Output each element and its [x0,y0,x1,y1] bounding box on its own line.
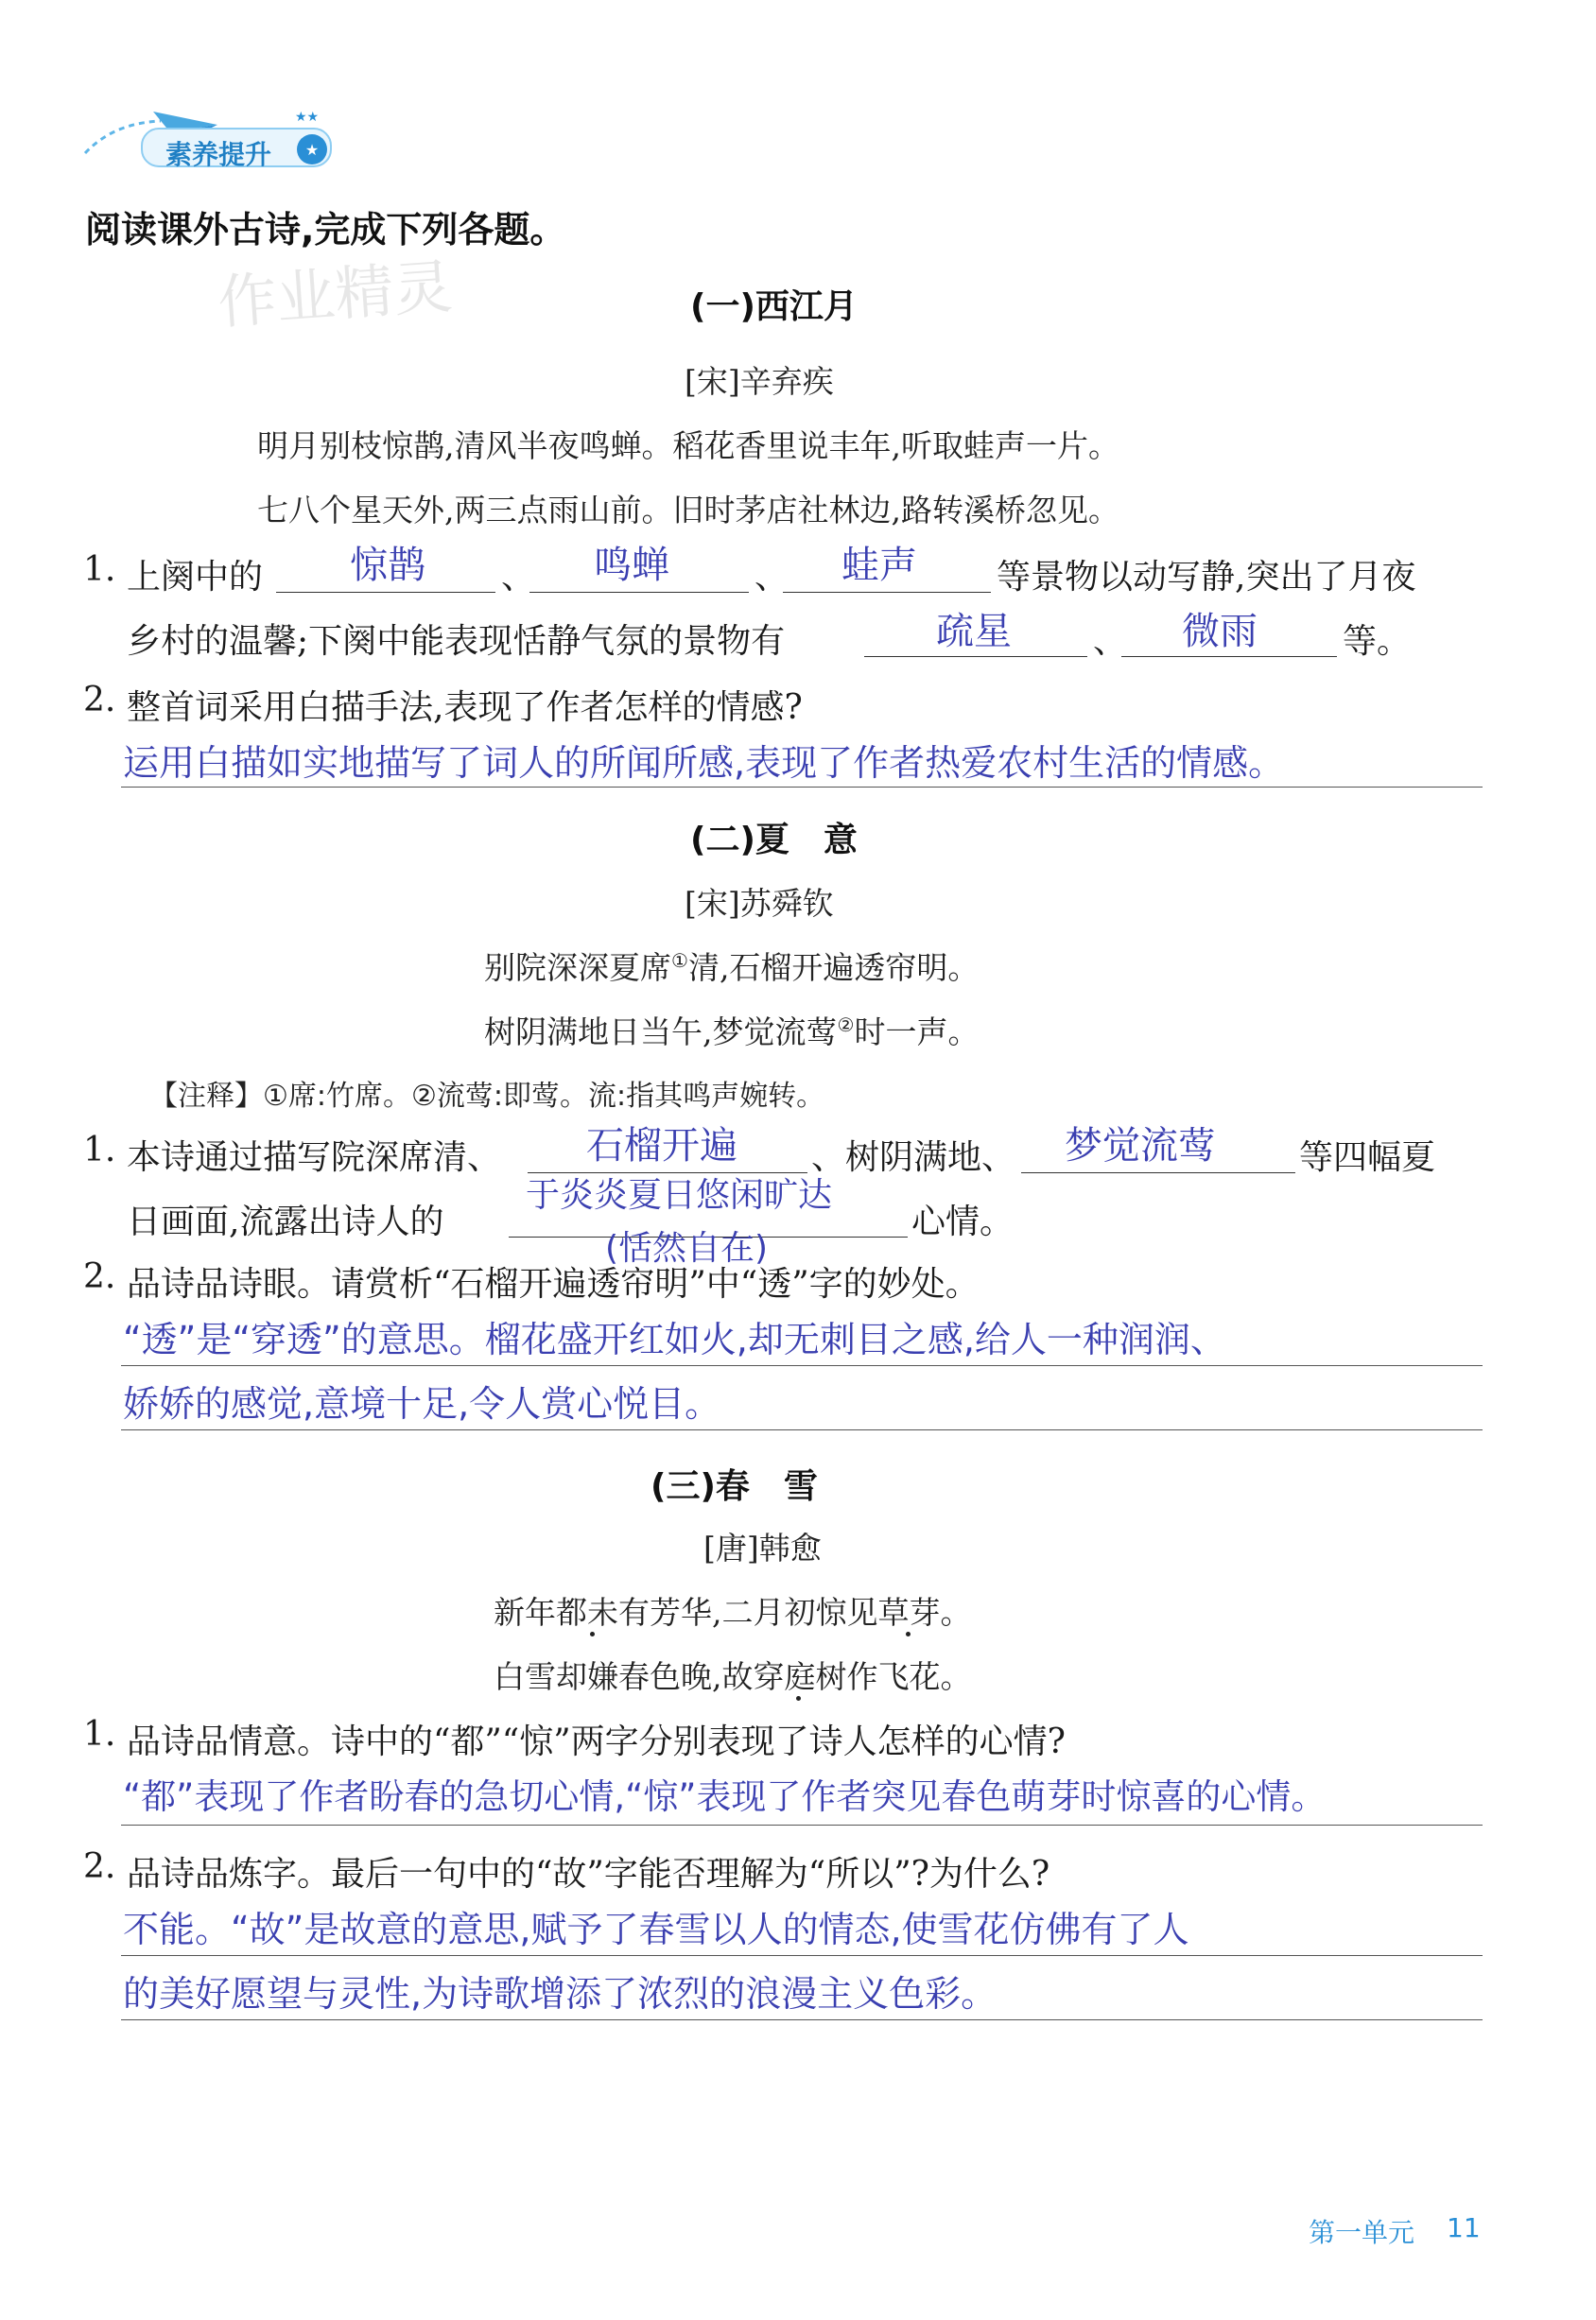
p3q1-rule1 [121,1825,1483,1826]
poem1-title: (一)西江月 [690,287,858,326]
poem3-author: [唐]韩愈 [703,1530,822,1567]
p1q1-text-d: 等。 [1343,622,1412,661]
p3q1-answer-line1: “都”表现了作者盼春的急切心情,“惊”表现了作者突见春色萌芽时惊喜的心情。 [123,1776,1327,1817]
poem2-line2-a: 树阴满地日当午,梦觉流莺 [484,1013,838,1050]
p1q1-answer1: 惊鹊 [350,544,425,587]
p2q2-rule2 [121,1429,1483,1430]
p1q1-blank5[interactable] [1121,656,1337,657]
p1q1-answer2: 鸣蝉 [594,544,669,587]
p2q1-text-c: 等四幅夏 [1299,1138,1436,1177]
poem2-author: [宋]苏舜钦 [685,885,834,922]
p2q2-rule1 [121,1365,1483,1366]
poem2-line2-b: 时一声。 [854,1013,980,1050]
p2q1-text-e: 心情。 [911,1203,1015,1241]
p1q1-sep3: 、 [1093,622,1128,661]
p2q1-number: 1. [83,1131,116,1169]
p2q1-text-d: 日画面,流露出诗人的 [127,1203,444,1241]
p2q2-answer-line2: 娇娇的感觉,意境十足,令人赏心悦目。 [123,1383,721,1425]
footer-page-number: 11 [1447,2212,1481,2243]
p2q1-answer1: 石榴开遍 [586,1124,737,1168]
p1q1-answer4: 疏星 [936,610,1012,653]
p1q1-sep1: 、 [501,558,536,597]
p2q2-text: 品诗品诗眼。请赏析“石榴开遍透帘明”中“透”字的妙处。 [127,1265,980,1304]
p2q1-answer3: 于炎炎夏日悠闲旷达 [526,1176,833,1215]
poem1-line1: 明月别枝惊鹊,清风半夜鸣蝉。稻花香里说丰年,听取蛙声一片。 [257,427,1119,464]
p1q1-answer5: 微雨 [1182,610,1258,653]
p1q1-blank2[interactable] [529,592,749,593]
emphasis-dot-gu [796,1696,801,1701]
poem2-note: 【注释】①席:竹席。②流莺:即莺。流:指其鸣声婉转。 [149,1080,825,1113]
p1q1-sep2: 、 [755,558,789,597]
poem3-line1: 新年都未有芳华,二月初惊见草芽。 [494,1594,972,1631]
poem1-line2: 七八个星天外,两三点雨山前。旧时茅店社林边,路转溪桥忽见。 [257,492,1119,528]
p2q1-answer2: 梦觉流莺 [1065,1124,1216,1168]
p1q1-blank4[interactable] [864,656,1087,657]
p2q1-blank2[interactable] [1021,1172,1295,1173]
footnote-marker-2: ② [837,1013,855,1036]
poem2-line2 [484,1008,979,1052]
p2q1-answer3b: (恬然自在) [605,1229,769,1268]
p1q2-text: 整首词采用白描手法,表现了作者怎样的情感? [127,688,803,727]
emphasis-dot-du [590,1632,595,1636]
svg-text:★: ★ [304,141,320,159]
badge-label: 素养提升 [165,139,272,170]
p2q2-number: 2. [83,1257,116,1296]
p3q2-answer-line1: 不能。“故”是故意的意思,赋予了春雪以人的情态,使雪花仿佛有了人 [123,1909,1189,1950]
emphasis-dot-jing [906,1632,911,1636]
p2q1-text-b: 、树阴满地、 [811,1138,1016,1177]
poem2-title: (二)夏 意 [690,821,858,859]
instruction: 阅读课外古诗,完成下列各题。 [85,209,566,251]
section-badge [76,95,340,170]
p1q1-blank3[interactable] [783,592,991,593]
poem3-line2: 白雪却嫌春色晚,故穿庭树作飞花。 [494,1658,972,1695]
watermark: 作业精灵 [216,251,455,338]
poem1-author: [宋]辛弃疾 [685,363,834,400]
poem2-line1-b: 清,石榴开遍透帘明。 [687,949,980,986]
footnote-marker-1: ① [671,949,688,972]
p1q1-text-b: 等景物以动写静,突出了月夜 [997,558,1416,597]
poem3-title: (三)春 雪 [651,1467,818,1506]
p1q1-text-a: 上阕中的 [127,558,264,597]
p3q1-text: 品诗品情意。诗中的“都”“惊”两字分别表现了诗人怎样的心情? [127,1723,1066,1761]
p1q1-answer3: 蛙声 [841,544,917,587]
svg-text:★★: ★★ [295,110,320,125]
p1q2-answer-line1: 运用白描如实地描写了词人的所闻所感,表现了作者热爱农村生活的情感。 [123,742,1285,784]
footer-unit: 第一单元 [1309,2217,1415,2248]
p3q1-number: 1. [83,1715,116,1754]
p3q2-number: 2. [83,1847,116,1886]
p3q2-rule2 [121,2019,1483,2020]
p3q2-rule1 [121,1955,1483,1956]
poem2-line1 [484,944,979,988]
p1q1-text-c: 乡村的温馨;下阕中能表现恬静气氛的景物有 [127,622,786,661]
p2q1-text-a: 本诗通过描写院深席清、 [127,1138,502,1177]
p1q2-number: 2. [83,681,116,719]
p3q2-answer-line2: 的美好愿望与灵性,为诗歌增添了浓烈的浪漫主义色彩。 [123,1973,998,2015]
poem2-line1-a: 别院深深夏席 [484,949,671,986]
p2q2-answer-line1: “透”是“穿透”的意思。榴花盛开红如火,却无刺目之感,给人一种润润、 [123,1319,1226,1360]
p1q1-blank1[interactable] [276,592,495,593]
p1q2-rule1 [121,787,1483,788]
p1q1-number: 1. [83,550,116,589]
p3q2-text: 品诗品炼字。最后一句中的“故”字能否理解为“所以”?为什么? [127,1855,1050,1894]
